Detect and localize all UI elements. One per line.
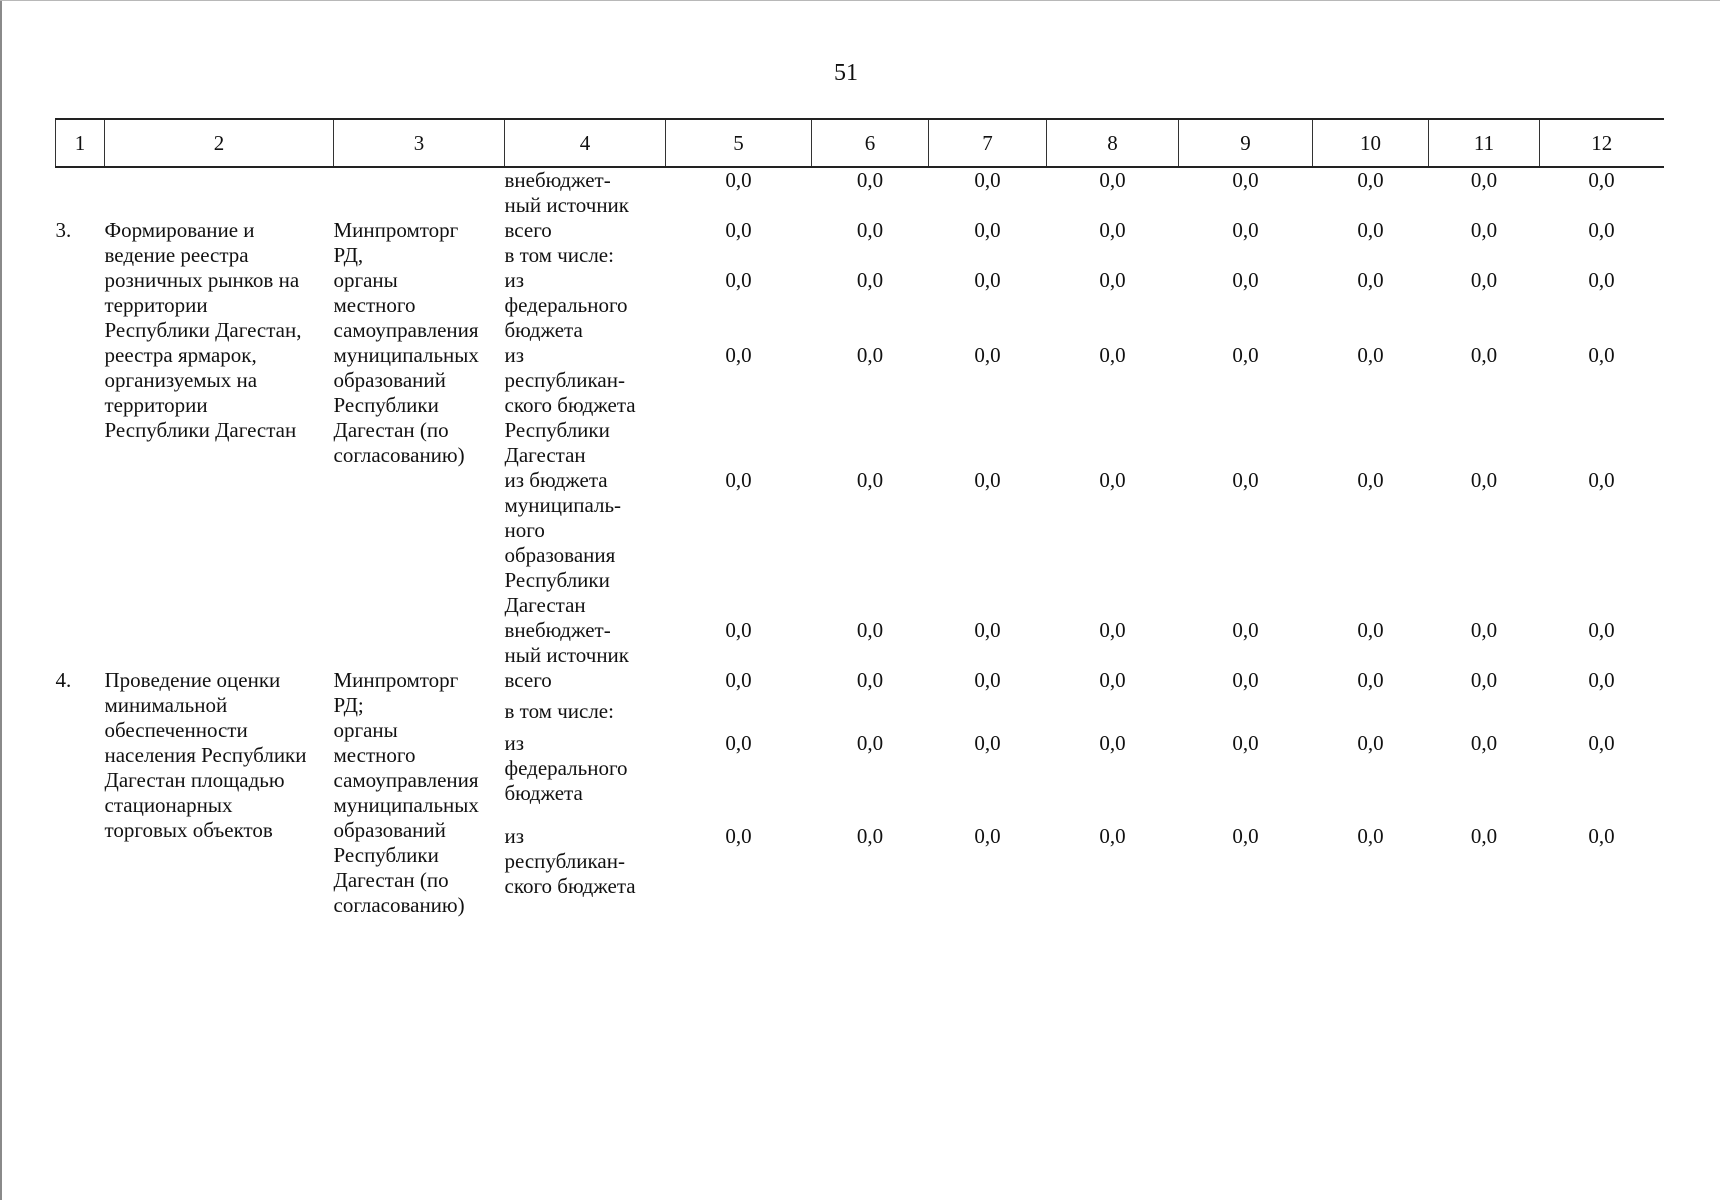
amount-cell: 0,0	[1470, 668, 1498, 692]
amount-cell: 0,0	[725, 268, 752, 292]
page-left-edge	[0, 0, 2, 1200]
column-number: 1	[56, 119, 105, 167]
amount-cell	[1540, 699, 1664, 730]
amount-cell: 0,0	[725, 824, 752, 849]
amount-cell: 0,0	[1470, 268, 1498, 292]
amount-cell: 0,0	[1099, 730, 1126, 755]
amount-cell: 0,0	[725, 618, 752, 642]
amount-cell: 0,0	[1588, 168, 1615, 192]
amount-cell: 0,0	[1470, 343, 1498, 367]
amount-cell: 0,0	[856, 618, 884, 642]
amount-cell	[1313, 243, 1429, 268]
executor-name: Минпромторг РД; органы местного самоуправления муниципальных образований Республики Дагестан (по согласованию)	[333, 668, 479, 917]
column-number: 6	[812, 119, 929, 167]
amount-cell: 0,0	[1357, 824, 1384, 849]
column-number: 5	[666, 119, 812, 167]
amount-cell: 0,0	[1232, 268, 1259, 292]
column-number: 3	[334, 119, 505, 167]
amount-cell: 0,0	[725, 468, 752, 492]
funding-source: из республикан- ского бюджета Республики Дагестан	[504, 343, 636, 467]
amount-cell: 0,0	[1232, 668, 1259, 692]
amount-cell: 0,0	[974, 343, 1001, 367]
table-row	[56, 218, 1664, 243]
amount-cell: 0,0	[856, 730, 884, 755]
column-number: 10	[1313, 119, 1429, 167]
amount-cell: 0,0	[974, 824, 1001, 849]
funding-source: из бюджета муниципаль- ного образования Республики Дагестан	[504, 468, 622, 617]
amount-cell: 0,0	[856, 824, 884, 849]
amount-cell: 0,0	[974, 218, 1001, 242]
amount-cell	[1313, 699, 1429, 730]
page-top-edge	[0, 0, 1720, 1]
column-number: 4	[505, 119, 666, 167]
amount-cell	[1179, 243, 1313, 268]
amount-cell: 0,0	[1470, 730, 1498, 755]
amount-cell: 0,0	[856, 268, 884, 292]
column-numbers-row	[56, 119, 1664, 167]
amount-cell: 0,0	[974, 618, 1001, 642]
amount-cell: 0,0	[1357, 343, 1384, 367]
amount-cell: 0,0	[1232, 468, 1259, 492]
amount-cell: 0,0	[1470, 168, 1498, 192]
amount-cell: 0,0	[1588, 343, 1615, 367]
amount-cell: 0,0	[1357, 268, 1384, 292]
amount-cell	[1540, 243, 1664, 268]
amount-cell: 0,0	[1588, 824, 1615, 849]
item-number: 3.	[55, 218, 72, 242]
table-body	[56, 167, 1664, 918]
amount-cell	[929, 243, 1047, 268]
amount-cell: 0,0	[1357, 668, 1384, 692]
amount-cell: 0,0	[974, 730, 1001, 755]
amount-cell	[666, 699, 812, 730]
empty-cell	[105, 167, 334, 218]
amount-cell	[666, 243, 812, 268]
amount-cell: 0,0	[856, 218, 884, 242]
amount-cell	[1047, 699, 1179, 730]
empty-cell	[334, 167, 505, 218]
measure-name: Формирование и ведение реестра розничных рынков на территории Республики Дагестан, реестра ярмарок, организуемых на территории Республики Дагестан	[104, 218, 302, 442]
amount-cell	[929, 699, 1047, 730]
amount-cell: 0,0	[1588, 618, 1615, 642]
funding-source: всего	[504, 218, 552, 242]
amount-cell: 0,0	[1232, 343, 1259, 367]
item-number: 4.	[55, 668, 72, 692]
funding-source: всего	[504, 668, 552, 692]
column-number: 8	[1047, 119, 1179, 167]
amount-cell: 0,0	[974, 268, 1001, 292]
amount-cell: 0,0	[856, 168, 884, 192]
amount-cell: 0,0	[1232, 218, 1259, 242]
financing-table	[55, 118, 1664, 918]
amount-cell: 0,0	[725, 730, 752, 755]
page-number: 51	[834, 60, 858, 86]
funding-source: из федерального бюджета	[504, 730, 628, 805]
column-number: 11	[1429, 119, 1540, 167]
amount-cell: 0,0	[1357, 168, 1384, 192]
amount-cell: 0,0	[1588, 468, 1615, 492]
amount-cell: 0,0	[1232, 618, 1259, 642]
amount-cell: 0,0	[1099, 468, 1126, 492]
amount-cell	[1429, 699, 1540, 730]
amount-cell	[1429, 243, 1540, 268]
amount-cell: 0,0	[725, 168, 752, 192]
amount-cell: 0,0	[1232, 824, 1259, 849]
amount-cell: 0,0	[856, 343, 884, 367]
amount-cell: 0,0	[1099, 168, 1126, 192]
amount-cell: 0,0	[1470, 218, 1498, 242]
amount-cell: 0,0	[1099, 218, 1126, 242]
amount-cell: 0,0	[1588, 268, 1615, 292]
amount-cell: 0,0	[1232, 730, 1259, 755]
amount-cell: 0,0	[725, 343, 752, 367]
funding-source: внебюджет- ный источник	[504, 168, 629, 217]
amount-cell: 0,0	[1099, 343, 1126, 367]
amount-cell: 0,0	[1588, 668, 1615, 692]
amount-cell	[1047, 243, 1179, 268]
amount-cell: 0,0	[725, 668, 752, 692]
funding-source: из республикан- ского бюджета	[504, 824, 636, 899]
column-number: 7	[929, 119, 1047, 167]
amount-cell: 0,0	[1357, 218, 1384, 242]
column-number: 9	[1179, 119, 1313, 167]
executor-name: Минпромторг РД, органы местного самоуправления муниципальных образований Республики Дагестан (по согласованию)	[333, 218, 479, 467]
amount-cell: 0,0	[1357, 730, 1384, 755]
amount-cell: 0,0	[1099, 618, 1126, 642]
amount-cell: 0,0	[1470, 618, 1498, 642]
empty-cell	[56, 167, 105, 218]
funding-source: в том числе:	[504, 243, 614, 267]
amount-cell: 0,0	[1232, 168, 1259, 192]
amount-cell: 0,0	[856, 668, 884, 692]
column-number: 12	[1540, 119, 1664, 167]
amount-cell: 0,0	[1357, 618, 1384, 642]
funding-source: внебюджет- ный источник	[504, 618, 629, 667]
amount-cell: 0,0	[856, 468, 884, 492]
amount-cell	[812, 699, 929, 730]
amount-cell: 0,0	[1099, 268, 1126, 292]
column-number: 2	[105, 119, 334, 167]
amount-cell: 0,0	[1588, 730, 1615, 755]
funding-source: в том числе:	[504, 699, 614, 724]
amount-cell: 0,0	[974, 168, 1001, 192]
amount-cell: 0,0	[1470, 824, 1498, 849]
amount-cell: 0,0	[1099, 668, 1126, 692]
amount-cell: 0,0	[1588, 218, 1615, 242]
table-row	[56, 668, 1664, 699]
funding-source: из федерального бюджета	[504, 268, 628, 342]
amount-cell	[1179, 699, 1313, 730]
amount-cell: 0,0	[725, 218, 752, 242]
amount-cell: 0,0	[1470, 468, 1498, 492]
amount-cell: 0,0	[1099, 824, 1126, 849]
table-row	[56, 167, 1664, 218]
amount-cell	[812, 243, 929, 268]
amount-cell: 0,0	[1357, 468, 1384, 492]
amount-cell: 0,0	[974, 468, 1001, 492]
amount-cell: 0,0	[974, 668, 1001, 692]
measure-name: Проведение оценки минимальной обеспеченности населения Республики Дагестан площадью стационарных торговых объектов	[104, 668, 307, 842]
